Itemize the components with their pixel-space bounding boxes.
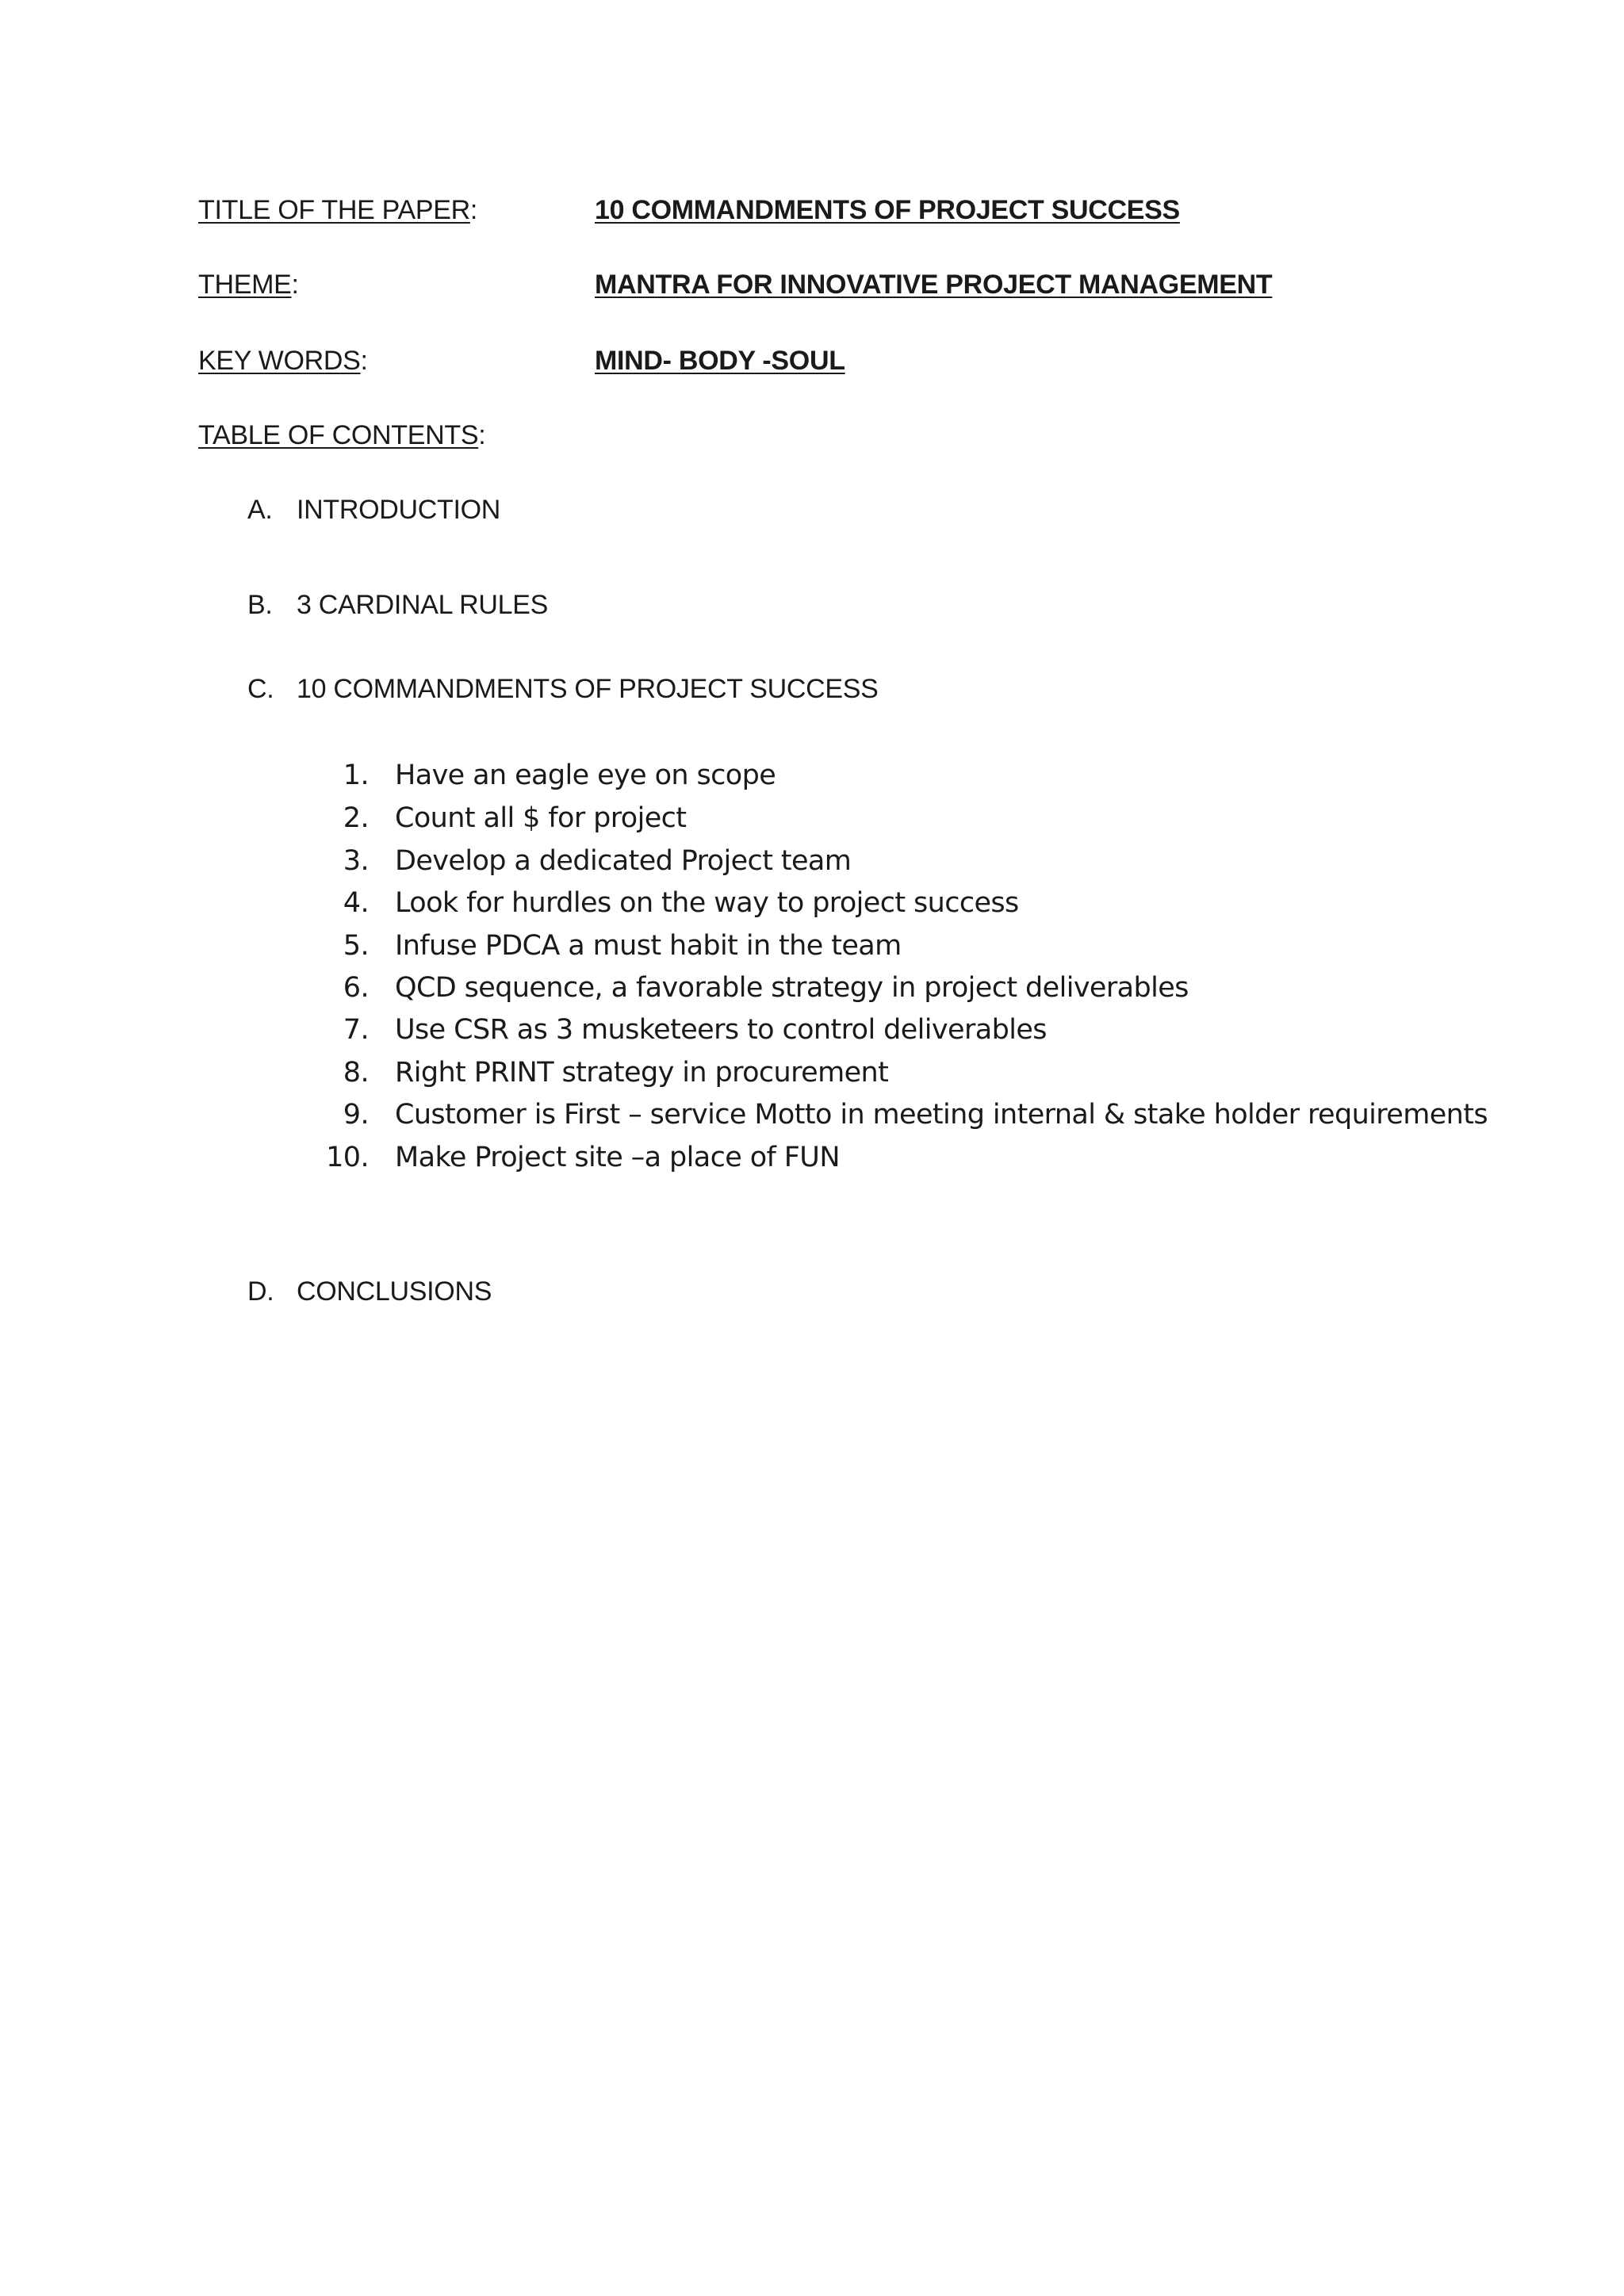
toc-letter-c: C. [247,674,274,704]
theme-label: THEME [198,270,292,300]
toc-section-commandments: 10 COMMANDMENTS OF PROJECT SUCCESS [297,674,879,704]
paper-title: 10 COMMANDMENTS OF PROJECT SUCCESS [595,195,1180,225]
list-item-number: 9. [343,1099,369,1131]
list-item: Use CSR as 3 musketeers to control deliverables [395,1014,1047,1046]
paper-theme: MANTRA FOR INNOVATIVE PROJECT MANAGEMENT [595,270,1273,300]
theme-label-colon: : [291,270,299,300]
list-item-number: 10. [326,1142,369,1173]
keywords-label: KEY WORDS [198,346,361,376]
keywords-label-colon: : [360,346,368,376]
list-item: Look for hurdles on the way to project success [395,887,1019,919]
list-item-number: 1. [343,760,369,791]
list-item-number: 8. [343,1057,369,1089]
keywords-label-row [198,346,368,377]
list-item: Right PRINT strategy in procurement [395,1057,889,1089]
list-item: Customer is First – service Motto in meeting internal & stake holder requirements [395,1099,1488,1131]
paper-keywords: MIND- BODY -SOUL [595,346,845,376]
list-item: Make Project site –a place of FUN [395,1142,840,1173]
list-item: Develop a dedicated Project team [395,845,852,877]
toc-section-introduction: INTRODUCTION [297,495,501,525]
toc-letter-a: A. [247,495,273,525]
list-item-number: 5. [343,930,369,962]
list-item-number: 2. [343,802,369,834]
list-item-number: 3. [343,845,369,877]
toc-heading-row [198,420,485,451]
title-label: TITLE OF THE PAPER [198,195,470,225]
toc-heading-colon: : [478,420,486,450]
toc-section-cardinal-rules: 3 CARDINAL RULES [297,590,549,620]
list-item: Count all $ for project [395,802,687,834]
toc-heading: TABLE OF CONTENTS [198,420,479,450]
list-item: QCD sequence, a favorable strategy in project deliverables [395,972,1189,1004]
title-label-row [198,195,477,226]
title-label-colon: : [469,195,478,225]
list-item: Have an eagle eye on scope [395,760,776,791]
list-item-number: 7. [343,1014,369,1046]
toc-section-conclusions: CONCLUSIONS [297,1276,492,1307]
toc-letter-b: B. [247,590,273,620]
list-item-number: 4. [343,887,369,919]
list-item: Infuse PDCA a must habit in the team [395,930,902,962]
theme-label-row [198,270,299,300]
toc-letter-d: D. [247,1276,274,1307]
list-item-number: 6. [343,972,369,1004]
